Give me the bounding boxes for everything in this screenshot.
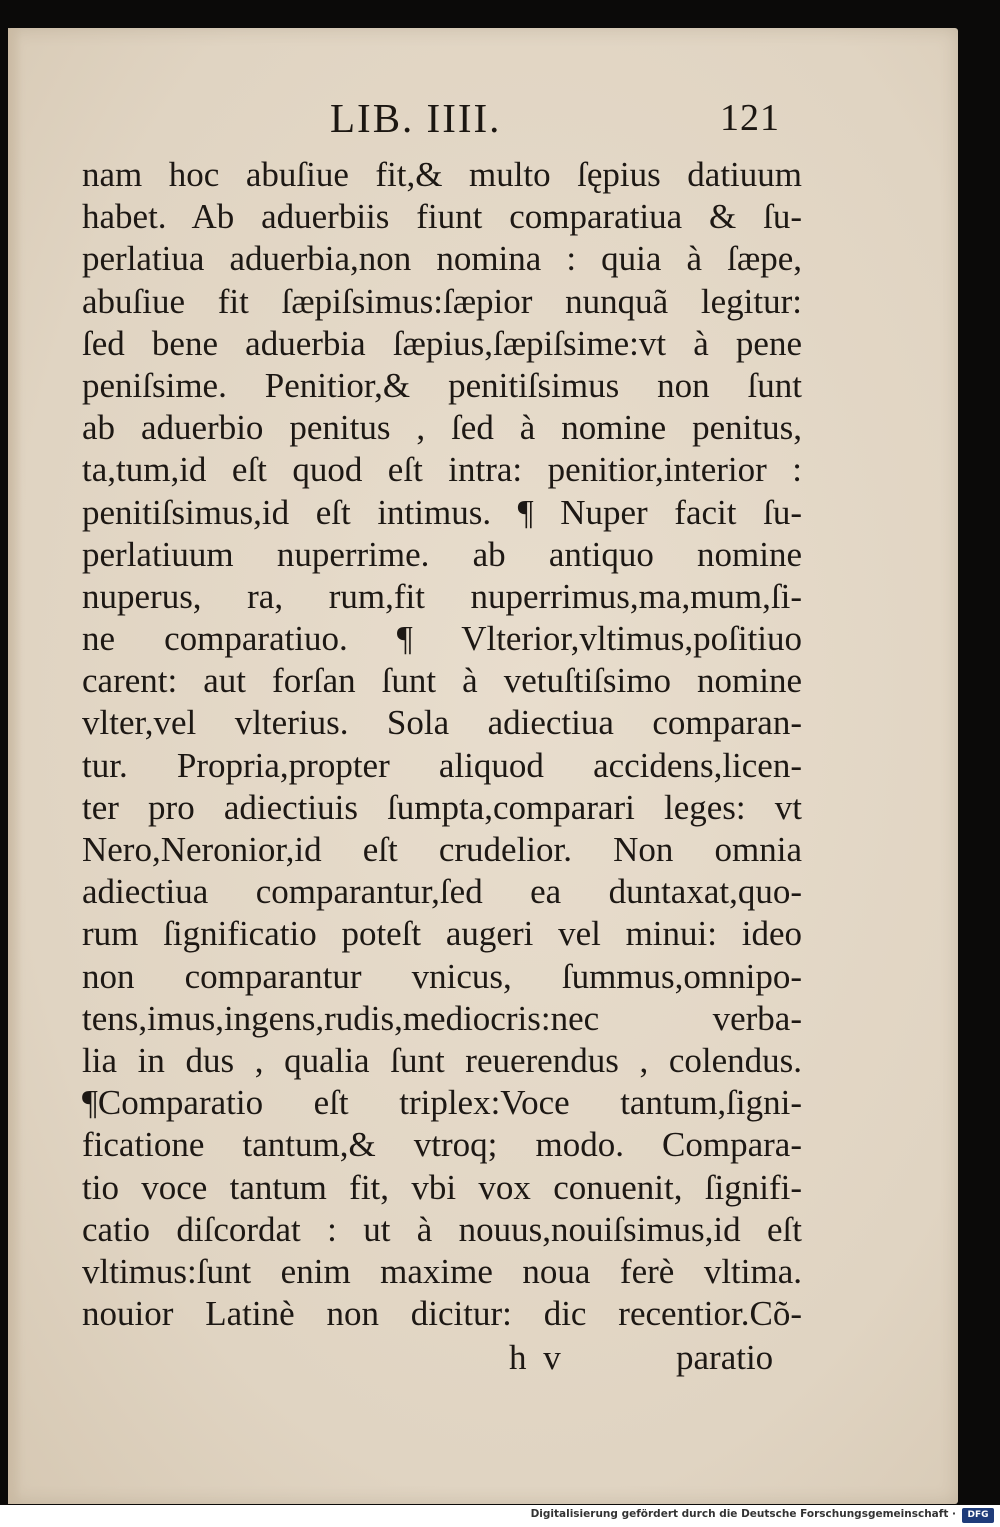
text-line: vlter,vel vlterius. Sola adiectiua comparan- [82, 703, 802, 743]
text-line: ta,tum,id eſt quod eſt intra: penitior,interior : [82, 450, 802, 490]
text-line: nam hoc abuſiue fit,& multo ſępius datiuum [82, 155, 802, 194]
catchword: paratio [676, 1338, 774, 1377]
text-line: perlatiua aduerbia,non nomina : quia à ſæpe, [82, 239, 802, 279]
page-header [8, 94, 958, 154]
text-line: ¶Comparatio eſt triplex:Voce tantum,ſigni- [82, 1083, 802, 1123]
text-line: abuſiue fit ſæpiſsimus:ſæpior nunquã legitur: [82, 281, 802, 321]
text-line: habet. Ab aduerbiis fiunt comparatiua & ſu- [82, 197, 802, 237]
text-line: peniſsime. Penitior,& penitiſsimus non ſunt [82, 365, 802, 405]
text-line: non comparantur vnicus, ſummus,omnipo- [82, 956, 802, 996]
text-line: tio voce tantum fit, vbi vox conuenit, ſignifi- [82, 1167, 802, 1207]
text-line: carent: aut forſan ſunt à vetuſtiſsimo nomine [82, 661, 802, 701]
funding-credit: Digitalisierung gefördert durch die Deutsche Forschungsgemeinschaft · [530, 1508, 956, 1520]
dfg-logo: DFG [962, 1508, 994, 1523]
footer-bar [0, 1505, 1000, 1527]
text-line: penitiſsimus,id eſt intimus. ¶ Nuper facit ſu- [82, 492, 802, 532]
text-line: nuperus, ra, rum,fit nuperrimus,ma,mum,ſi- [82, 576, 802, 616]
running-head: LIB. IIII. [330, 95, 502, 141]
text-line: tens,imus,ingens,rudis,mediocris:nec verba- [82, 998, 802, 1038]
text-line: vltimus:ſunt enim maxime noua ferè vltima. [82, 1251, 802, 1291]
text-line: catio diſcordat : ut à nouus,nouiſsimus,id eſt [82, 1209, 802, 1249]
text-line: ſed bene aduerbia ſæpius,ſæpiſsime:vt à pene [82, 323, 802, 363]
signature-mark: h v [509, 1338, 565, 1377]
text-line: lia in dus , qualia ſunt reuerendus , colendus. [82, 1040, 802, 1080]
text-line: rum ſignificatio poteſt augeri vel minui: ideo [82, 914, 802, 954]
catchline [8, 1338, 958, 1382]
book-page [8, 28, 958, 1504]
text-line: ter pro adiectiuis ſumpta,comparari leges: vt [82, 787, 802, 827]
text-line: tur. Propria,propter aliquod accidens,licen- [82, 745, 802, 785]
text-line: perlatiuum nuperrime. ab antiquo nomine [82, 534, 802, 574]
text-line: ficatione tantum,& vtroq; modo. Compara- [82, 1125, 802, 1165]
text-line: adiectiua comparantur,ſed ea duntaxat,quo- [82, 872, 802, 912]
text-line: ne comparatiuo. ¶ Vlterior,vltimus,poſitiuo [82, 619, 802, 659]
page-number: 121 [720, 97, 780, 139]
text-line: nouior Latinè non dicitur: dic recentior.Cõ- [82, 1294, 802, 1334]
text-line: Nero,Neronior,id eſt crudelior. Non omnia [82, 830, 802, 869]
page-gutter-shadow [8, 28, 22, 1504]
text-line: ab aduerbio penitus , ſed à nomine penitus, [82, 408, 802, 448]
text-block [82, 154, 802, 1335]
